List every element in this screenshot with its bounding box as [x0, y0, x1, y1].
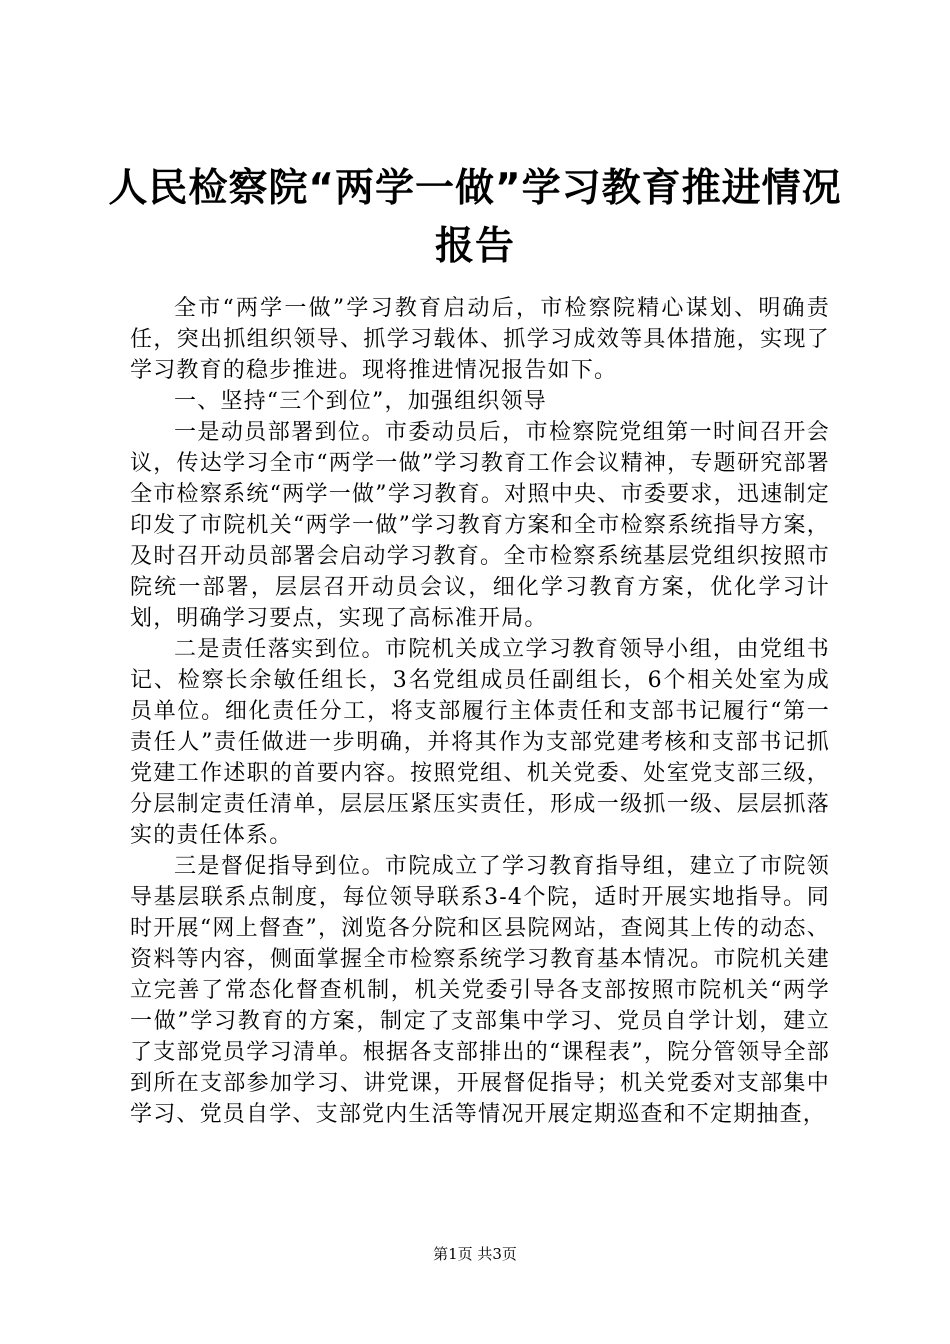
- document-title: 人民检察院“两学一做”学习教育推进情况报告: [108, 166, 842, 269]
- intro-paragraph: 全市“两学一做”学习教育启动后，市检察院精心谋划、明确责任，突出抓组织领导、抓学习载体、抓学习成效等具体措施，实现了学习教育的稳步推进。现将推进情况报告如下。: [130, 296, 830, 383]
- page-number-footer: 第1页 共3页: [433, 1245, 517, 1263]
- section-heading: 一、坚持“三个到位”，加强组织领导: [174, 389, 547, 414]
- body-paragraph: 一是动员部署到位。市委动员后，市检察院党组第一时间召开会议，传达学习全市“两学一做”学习教育工作会议精神，专题研究部署全市检察系统“两学一做”学习教育。对照中央、市委要求，迅速制定印发了市院机关“两学一做”学习教育方案和全市检察系统指导方案，及时召开动员部署会启动学习教育。全市检察系统基层党组织按照市院统一部署，层层召开动员会议，细化学习教育方案，优化学习计划，明确学习要点，实现了高标准开局。: [130, 420, 830, 631]
- document-body: [130, 293, 830, 1130]
- body-paragraph: 二是责任落实到位。市院机关成立学习教育领导小组，由党组书记、检察长余敏任组长，3名党组成员任副组长，6个相关处室为成员单位。细化责任分工，将支部履行主体责任和支部书记履行“第一责任人”责任做进一步明确，并将其作为支部党建考核和支部书记抓党建工作述职的首要内容。按照党组、机关党委、处室党支部三级，分层制定责任清单，层层压紧压实责任，形成一级抓一级、层层抓落实的责任体系。: [130, 637, 830, 848]
- body-paragraph: 三是督促指导到位。市院成立了学习教育指导组，建立了市院领导基层联系点制度，每位领导联系3-4个院，适时开展实地指导。同时开展“网上督查”，浏览各分院和区县院网站，查阅其上传的动态、资料等内容，侧面掌握全市检察系统学习教育基本情况。市院机关建立完善了常态化督查机制，机关党委引导各支部按照市院机关“两学一做”学习教育的方案，制定了支部集中学习、党员自学计划，建立了支部党员学习清单。根据各支部排出的“课程表”，院分管领导全部到所在支部参加学习、讲党课，开展督促指导；机关党委对支部集中学习、党员自学、支部党内生活等情况开展定期巡查和不定期抽查，: [130, 854, 830, 1127]
